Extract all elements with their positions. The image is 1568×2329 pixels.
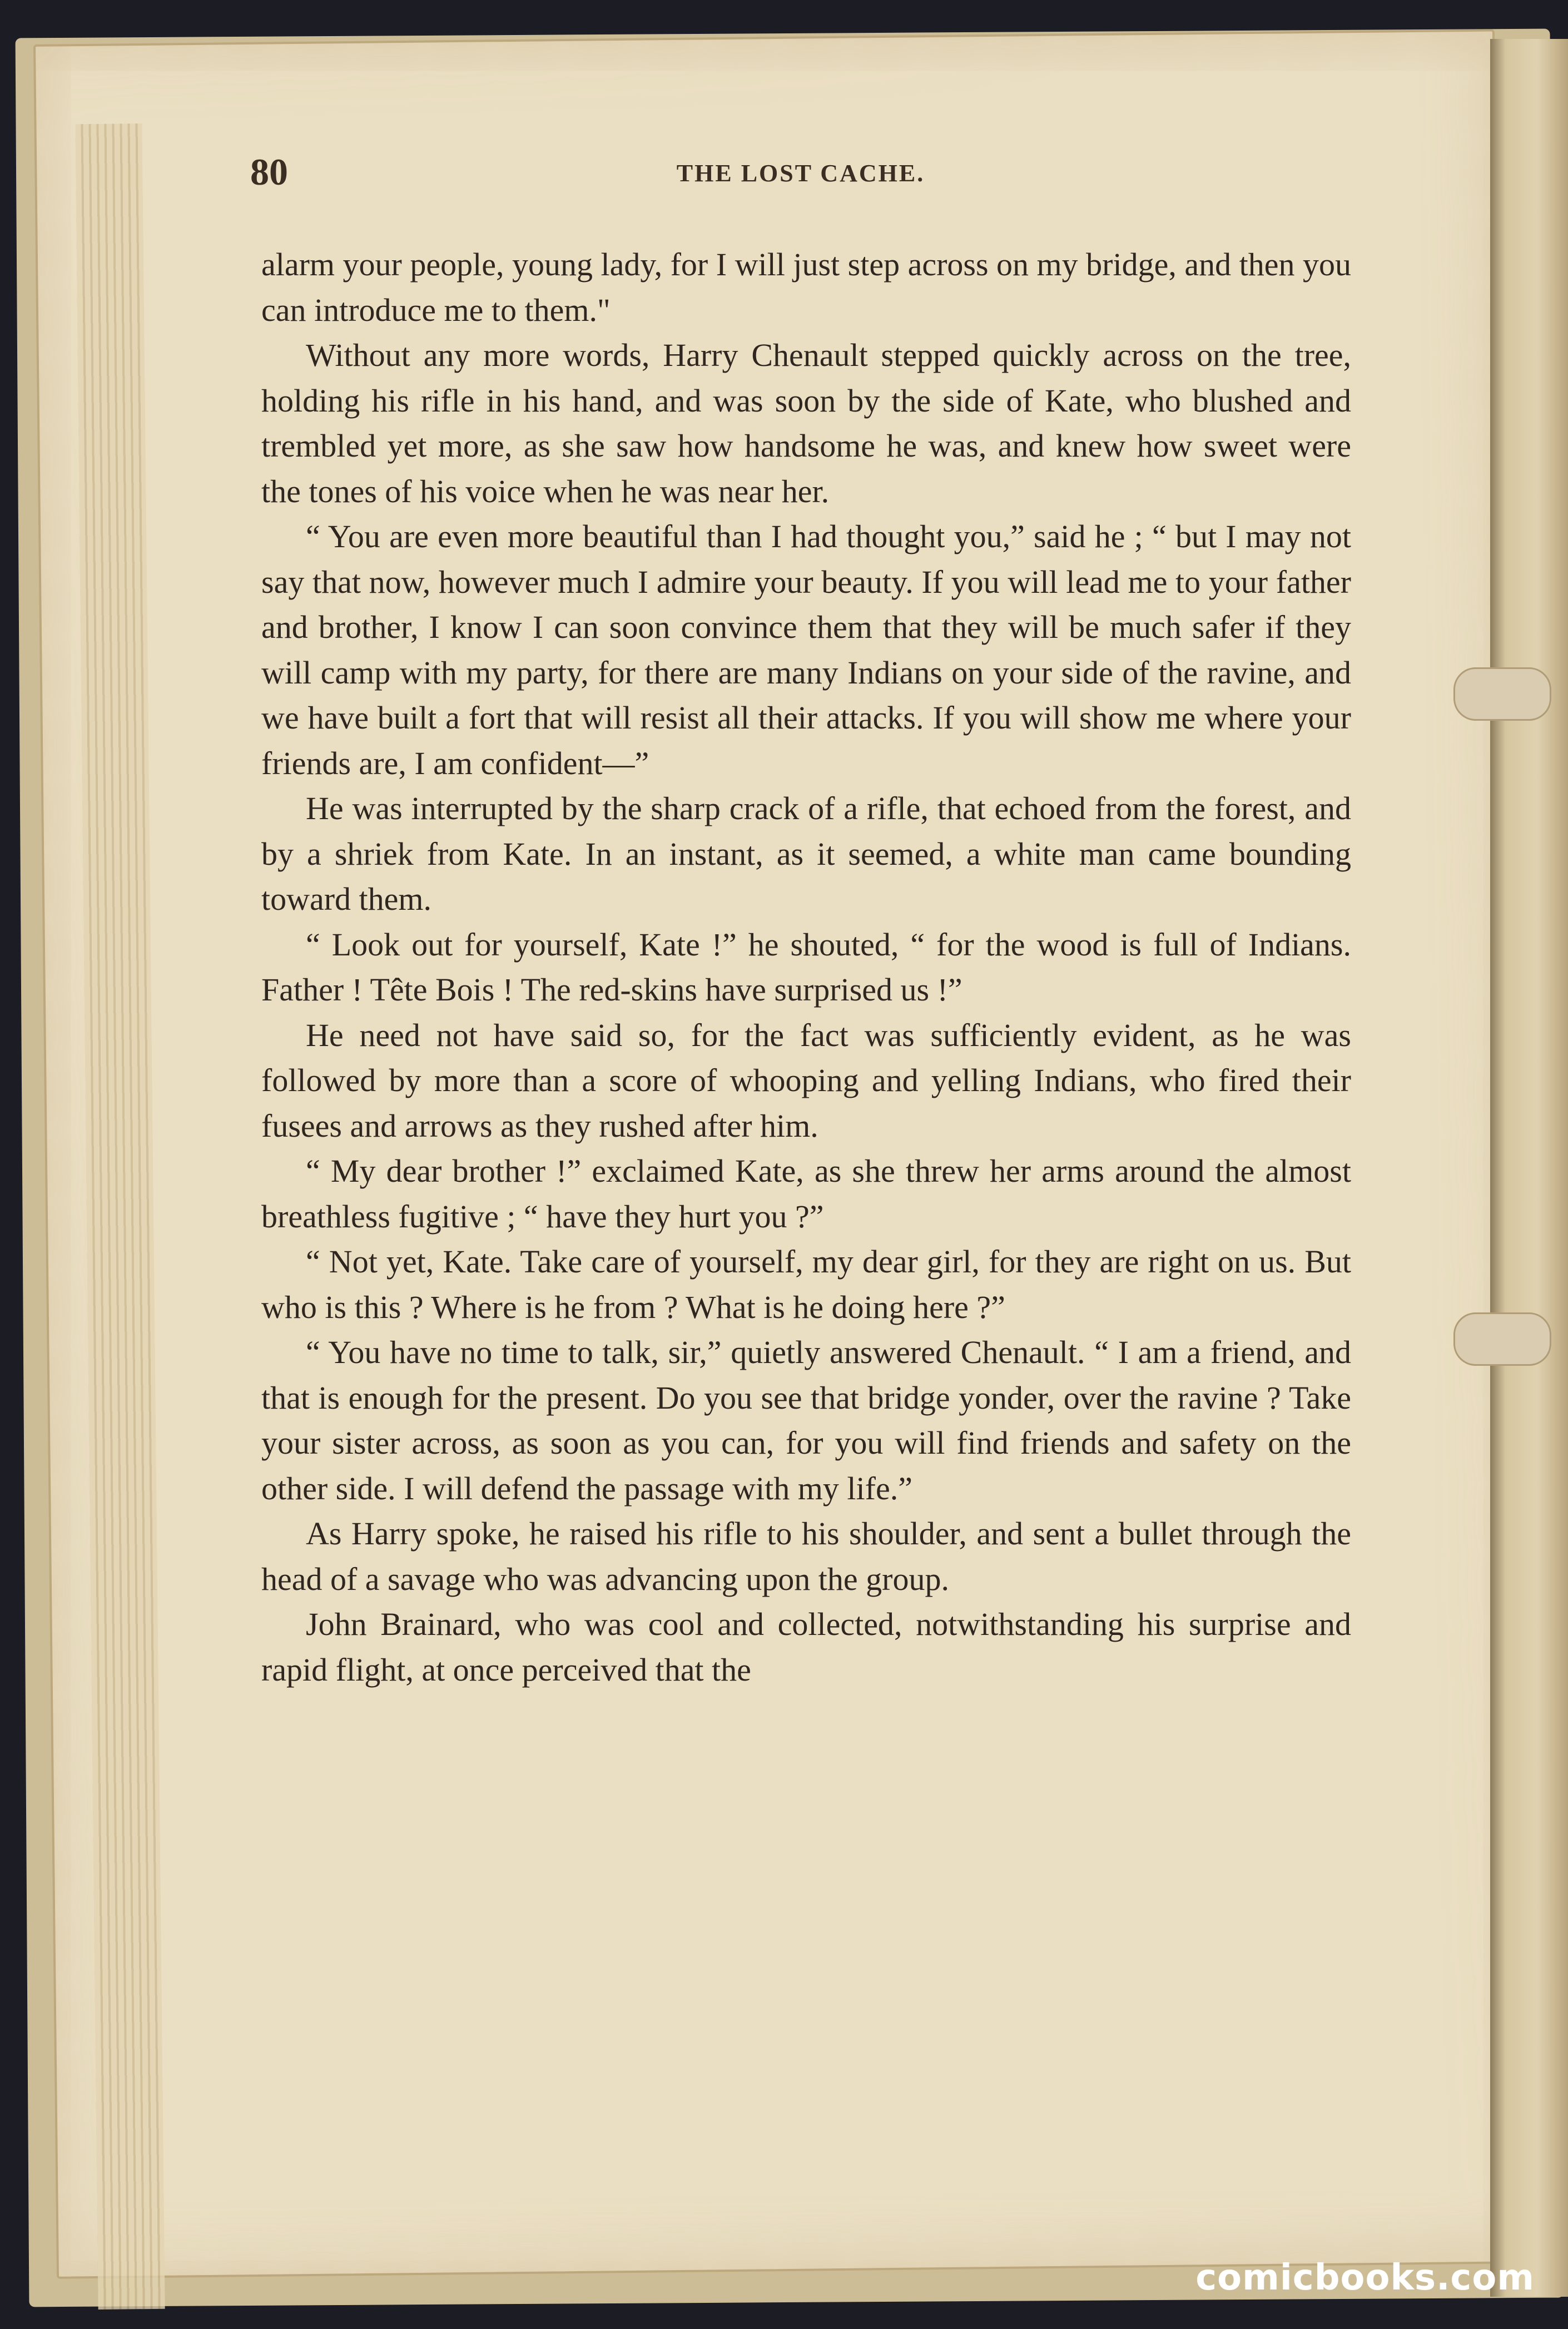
paragraph: “ Not yet, Kate. Take care of yourself, my dear girl, for they are right on us. But who is this ? Where is he from ? What is he doing here ?” [261, 1243, 1351, 1325]
binding-thread-top [1453, 667, 1551, 721]
page-number: 80 [250, 151, 288, 193]
binding-thread-bottom [1453, 1312, 1551, 1366]
running-title: THE LOST CACHE. [676, 160, 925, 187]
body-text [261, 242, 1351, 1692]
paragraph: “ My dear brother !” exclaimed Kate, as she threw her arms around the almost breathless fugitive ; “ have they hurt you ?” [261, 1153, 1351, 1235]
page-edges [76, 123, 165, 2310]
book-spine [1490, 39, 1568, 2297]
paragraph: John Brainard, who was cool and collected, notwithstanding his surprise and rapid flight, at once perceived that the [261, 1606, 1351, 1688]
paragraph: As Harry spoke, he raised his rifle to his shoulder, and sent a bullet through the head of a savage who was advancing upon the group. [261, 1515, 1351, 1597]
paragraph: alarm your people, young lady, for I will just step across on my bridge, and then you can introduce me to them." [261, 246, 1351, 328]
paragraph: “ You have no time to talk, sir,” quietly answered Chenault. “ I am a friend, and that is enough for the present. Do you see that bridge yonder, over the ravine ? Take your sister across, as soon as you can, for you will find friends and safety on the other side. I will defend the passage with my life.” [261, 1334, 1351, 1507]
paragraph: He need not have said so, for the fact was sufficiently evident, as he was followed by more than a score of whooping and yelling Indians, who fired their fusees and arrows as they rushed after him. [261, 1017, 1351, 1144]
page-header [250, 150, 1351, 206]
watermark: comicbooks.com [1195, 2257, 1535, 2298]
paragraph: “ Look out for yourself, Kate !” he shouted, “ for the wood is full of Indians. Father ! Tête Bois ! The red-skins have surprised us !” [261, 926, 1351, 1008]
paragraph: He was interrupted by the sharp crack of a rifle, that echoed from the forest, and by a shriek from Kate. In an instant, as it seemed, a white man came bounding toward them. [261, 790, 1351, 917]
paragraph: Without any more words, Harry Chenault stepped quickly across on the tree, holding his rifle in his hand, and was soon by the side of Kate, who blushed and trembled yet more, as she saw how handsome he was, and knew how sweet were the tones of his voice when he was near her. [261, 337, 1351, 509]
paragraph: “ You are even more beautiful than I had thought you,” said he ; “ but I may not say that now, however much I admire your beauty. If you will lead me to your father and brother, I know I can soon convince them that they will be much safer if they will camp with my party, for there are many Indians on your side of the ravine, and we have built a fort that will resist all their attacks. If you will show me where your friends are, I am confident—” [261, 518, 1351, 781]
